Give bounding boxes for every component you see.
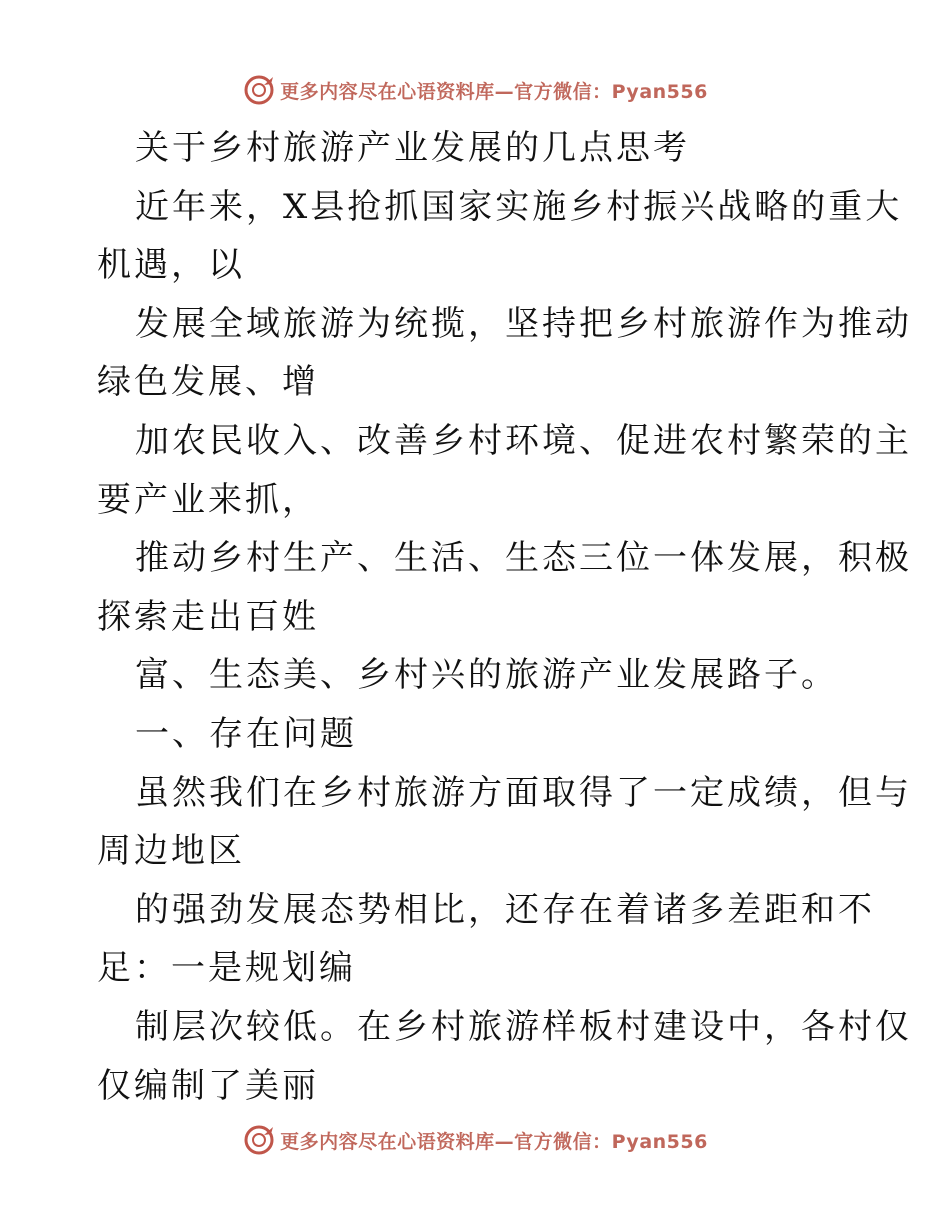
- section-heading: 一、存在问题: [135, 713, 357, 754]
- paragraph-line: 探索走出百姓: [97, 596, 319, 637]
- paragraph-line: 足：一是规划编: [97, 948, 356, 989]
- paragraph-line: 发展全域旅游为统揽，坚持把乡村旅游作为推动: [135, 303, 912, 344]
- document-title: 关于乡村旅游产业发展的几点思考: [135, 128, 690, 168]
- paragraph-line: 近年来，X县抢抓国家实施乡村振兴战略的重大: [135, 186, 903, 227]
- paragraph-line: 推动乡村生产、生活、生态三位一体发展，积极: [135, 538, 912, 579]
- document-body: [97, 119, 912, 1115]
- paragraph-line: 仅编制了美丽: [97, 1065, 319, 1106]
- paragraph-line: 的强劲发展态势相比，还存在着诸多差距和不: [135, 889, 875, 930]
- logo-icon: [242, 1123, 276, 1157]
- paragraph-line: 制层次较低。在乡村旅游样板村建设中，各村仅: [135, 1006, 912, 1047]
- paragraph-line: 富、生态美、乡村兴的旅游产业发展路子。: [135, 655, 838, 696]
- footer-banner-text: 更多内容尽在心语资料库—官方微信：Pyan556: [280, 1130, 708, 1153]
- paragraph-line: 周边地区: [97, 831, 245, 872]
- paragraph-line: 机遇，以: [97, 245, 245, 286]
- paragraph-line: 绿色发展、增: [97, 362, 319, 403]
- paragraph-line: 加农民收入、改善乡村环境、促进农村繁荣的主: [135, 420, 912, 461]
- footer-banner: [0, 1118, 950, 1162]
- logo-icon: [242, 73, 276, 107]
- paragraph-line: 虽然我们在乡村旅游方面取得了一定成绩，但与: [135, 772, 912, 813]
- paragraph-line: 要产业来抓，: [97, 479, 319, 520]
- header-banner-text: 更多内容尽在心语资料库—官方微信：Pyan556: [280, 80, 708, 103]
- header-banner: [0, 68, 950, 112]
